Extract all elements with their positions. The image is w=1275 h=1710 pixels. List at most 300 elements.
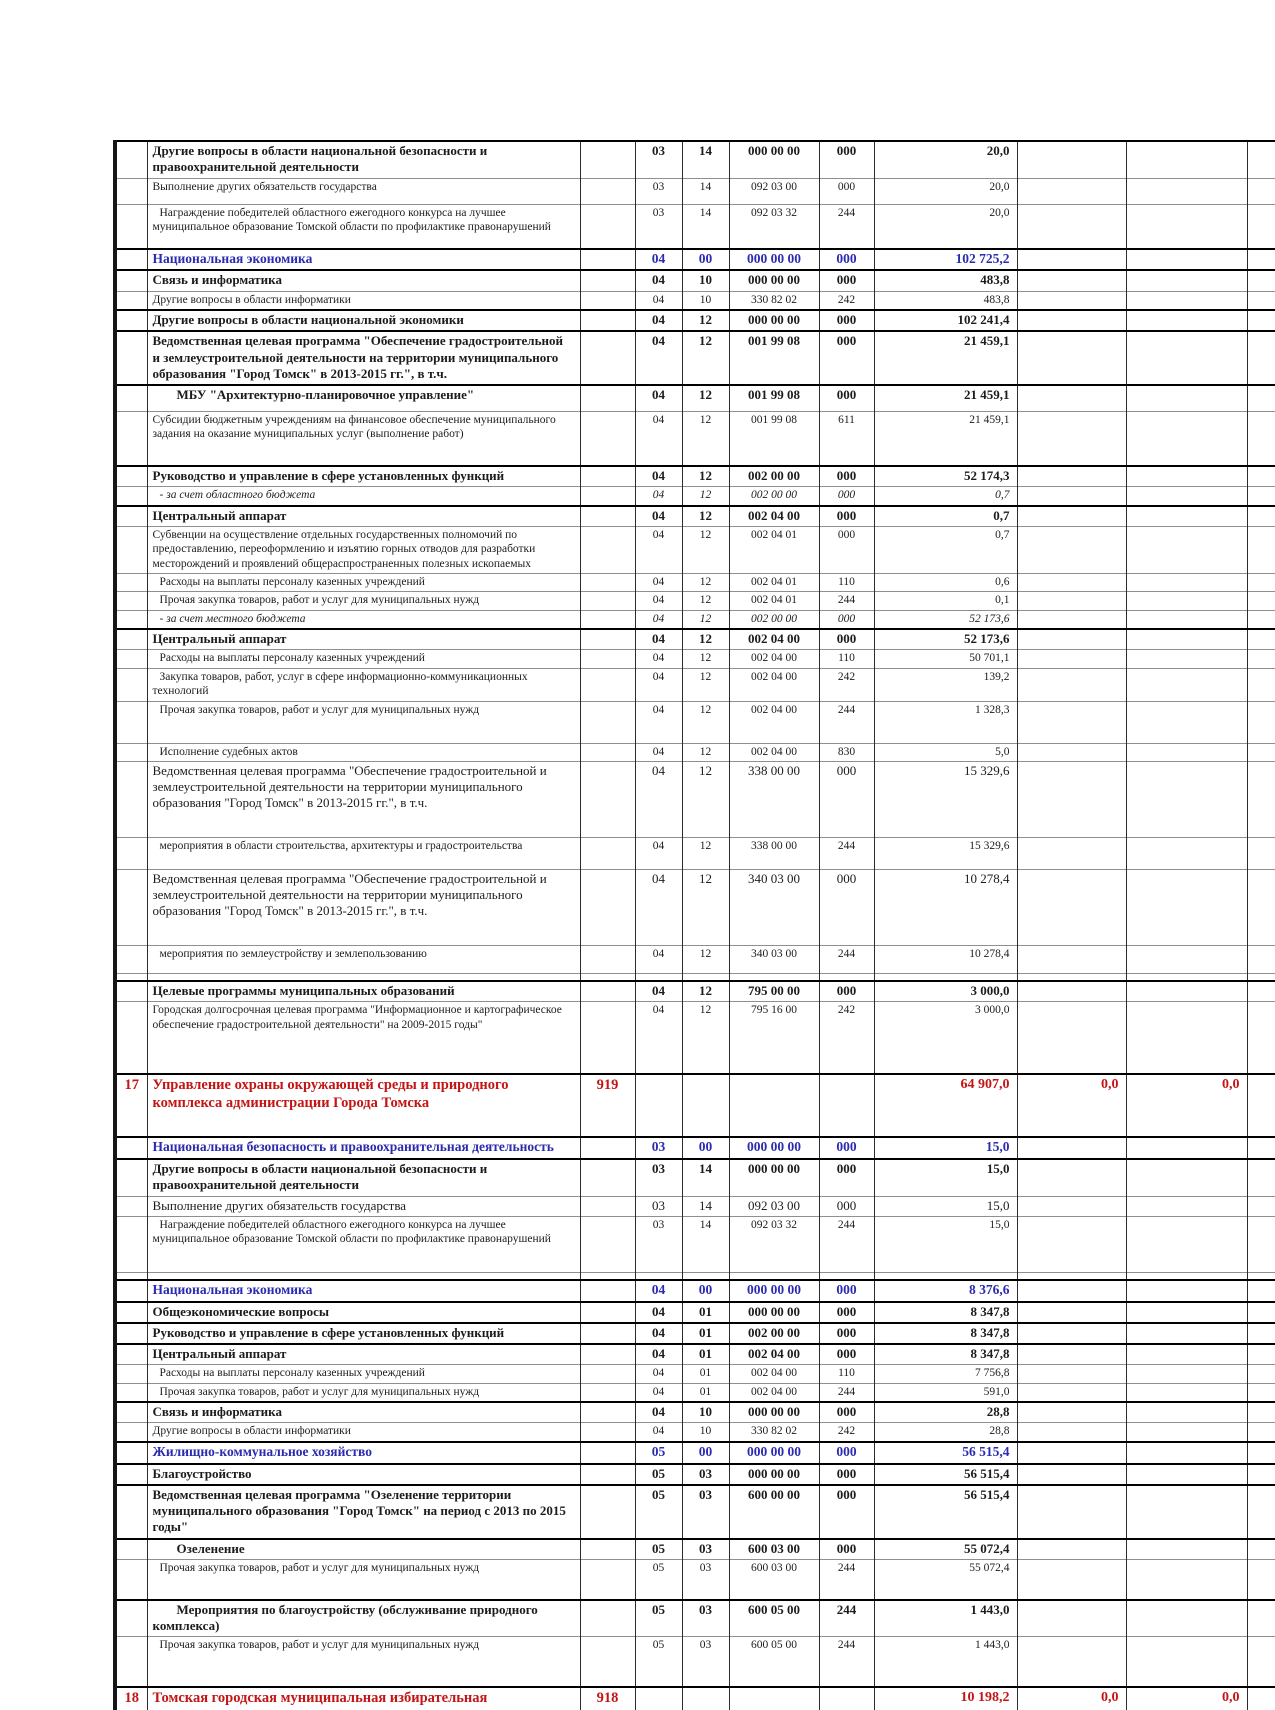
row-subsection-cell: 01 <box>682 1365 729 1383</box>
row-extra-amount-2-cell <box>1126 1464 1247 1485</box>
row-section-cell: 04 <box>635 1344 682 1365</box>
row-name-cell: Городская долгосрочная целевая программа "Информационное и картографическое обеспечение градостроительной деятельности" на 2009-2015 годы" <box>147 1002 580 1075</box>
row-extra-amount-1-cell <box>1017 610 1126 629</box>
row-extra-amount-3-cell <box>1247 1216 1275 1272</box>
row-agency-code-cell <box>580 385 635 412</box>
row-target-article-cell: 002 04 00 <box>729 629 819 650</box>
row-name-cell: Ведомственная целевая программа "Озеленение территории муниципального образования "Город Томск" на период с 2013 по 2015 годы" <box>147 1485 580 1539</box>
row-expense-type-cell: 000 <box>819 1323 874 1344</box>
row-name-cell: Национальная безопасность и правоохранительная деятельность <box>147 1137 580 1159</box>
row-extra-amount-3-cell <box>1247 668 1275 701</box>
row-name-cell: Целевые программы муниципальных образований <box>147 981 580 1002</box>
row-target-article-cell: 600 05 00 <box>729 1637 819 1688</box>
row-target-article-cell: 000 00 00 <box>729 1402 819 1423</box>
row-number-cell <box>115 1383 147 1402</box>
row-name-cell: Связь и информатика <box>147 270 580 291</box>
table-row <box>115 945 1275 973</box>
row-extra-amount-2-cell <box>1126 701 1247 743</box>
row-extra-amount-3-cell <box>1247 466 1275 487</box>
row-section-cell: 05 <box>635 1559 682 1600</box>
row-subsection-cell: 00 <box>682 249 729 271</box>
row-amount-cell: 20,0 <box>874 204 1017 249</box>
row-name-cell: Прочая закупка товаров, работ и услуг для муниципальных нужд <box>147 592 580 610</box>
row-agency-code-cell <box>580 668 635 701</box>
row-agency-code-cell <box>580 1539 635 1560</box>
row-agency-code-cell <box>580 412 635 467</box>
row-number-cell <box>115 668 147 701</box>
row-extra-amount-3-cell <box>1247 837 1275 869</box>
row-agency-code-cell <box>580 1600 635 1637</box>
row-extra-amount-1-cell <box>1017 1344 1126 1365</box>
row-expense-type-cell: 000 <box>819 270 874 291</box>
row-extra-amount-1-cell <box>1017 981 1126 1002</box>
row-target-article-cell: 002 04 00 <box>729 650 819 668</box>
row-subsection-cell: 10 <box>682 270 729 291</box>
row-subsection-cell: 00 <box>682 1442 729 1464</box>
row-section-cell: 04 <box>635 487 682 506</box>
row-extra-amount-2-cell <box>1126 1442 1247 1464</box>
row-expense-type-cell: 000 <box>819 1137 874 1159</box>
row-agency-code-cell <box>580 1383 635 1402</box>
row-target-article-cell: 330 82 02 <box>729 1423 819 1442</box>
row-name-cell: Жилищно-коммунальное хозяйство <box>147 1442 580 1464</box>
row-number-cell <box>115 945 147 973</box>
row-extra-amount-3-cell <box>1247 869 1275 945</box>
row-extra-amount-1-cell <box>1017 701 1126 743</box>
row-extra-amount-1-cell <box>1017 1280 1126 1302</box>
table-row <box>115 629 1275 650</box>
row-expense-type-cell: 244 <box>819 1637 874 1688</box>
row-number-cell <box>115 869 147 945</box>
row-subsection-cell: 00 <box>682 1137 729 1159</box>
row-target-article-cell: 002 04 00 <box>729 506 819 527</box>
row-section-cell: 05 <box>635 1637 682 1688</box>
row-expense-type-cell: 110 <box>819 650 874 668</box>
row-subsection-cell: 14 <box>682 1216 729 1272</box>
row-number-cell <box>115 1002 147 1075</box>
row-extra-amount-2-cell <box>1126 291 1247 310</box>
row-amount-cell: 0,6 <box>874 574 1017 592</box>
row-agency-code-cell <box>580 869 635 945</box>
row-agency-code-cell <box>580 701 635 743</box>
row-extra-amount-3-cell <box>1247 701 1275 743</box>
row-number-cell <box>115 466 147 487</box>
row-amount-cell: 56 515,4 <box>874 1464 1017 1485</box>
row-extra-amount-3-cell <box>1247 291 1275 310</box>
row-amount-cell: 8 347,8 <box>874 1344 1017 1365</box>
row-section-cell: 04 <box>635 668 682 701</box>
row-subsection-cell: 12 <box>682 668 729 701</box>
row-agency-code-cell <box>580 743 635 761</box>
row-extra-amount-2-cell <box>1126 526 1247 573</box>
row-subsection-cell: 12 <box>682 837 729 869</box>
row-extra-amount-1-cell <box>1017 574 1126 592</box>
row-extra-amount-1-cell <box>1017 178 1126 204</box>
row-amount-cell: 3 000,0 <box>874 981 1017 1002</box>
row-agency-code-cell <box>580 1323 635 1344</box>
row-amount-cell: 15,0 <box>874 1137 1017 1159</box>
row-agency-code-cell <box>580 1002 635 1075</box>
row-subsection-cell: 01 <box>682 1323 729 1344</box>
row-amount-cell: 10 198,2 <box>874 1687 1017 1709</box>
row-amount-cell: 15 329,6 <box>874 837 1017 869</box>
row-number-cell <box>115 1159 147 1196</box>
row-amount-cell: 0,7 <box>874 487 1017 506</box>
row-expense-type-cell: 244 <box>819 1216 874 1272</box>
row-extra-amount-3-cell <box>1247 592 1275 610</box>
row-number-cell <box>115 385 147 412</box>
row-extra-amount-2-cell: 0,0 <box>1126 1687 1247 1709</box>
row-amount-cell: 20,0 <box>874 141 1017 178</box>
row-extra-amount-3-cell <box>1247 650 1275 668</box>
row-target-article-cell: 001 99 08 <box>729 385 819 412</box>
table-row <box>115 1365 1275 1383</box>
row-extra-amount-1-cell <box>1017 761 1126 837</box>
row-agency-code-cell <box>580 291 635 310</box>
row-extra-amount-1-cell <box>1017 331 1126 385</box>
row-extra-amount-1-cell <box>1017 945 1126 973</box>
row-section-cell: 04 <box>635 331 682 385</box>
row-amount-cell: 28,8 <box>874 1423 1017 1442</box>
row-agency-code-cell <box>580 487 635 506</box>
row-expense-type-cell: 000 <box>819 761 874 837</box>
table-row <box>115 1302 1275 1323</box>
row-extra-amount-1-cell <box>1017 1216 1126 1272</box>
row-target-article-cell: 000 00 00 <box>729 1137 819 1159</box>
row-amount-cell: 50 701,1 <box>874 650 1017 668</box>
row-name-cell: Субвенции на осуществление отдельных государственных полномочий по предоставлению, переоформлению и изъятию горных отводов для разработки месторождений и проявлений общераспространенных полезных ископаемых <box>147 526 580 573</box>
row-extra-amount-1-cell <box>1017 249 1126 271</box>
row-section-cell: 05 <box>635 1485 682 1539</box>
row-subsection-cell: 14 <box>682 1196 729 1216</box>
row-name-cell: Ведомственная целевая программа "Обеспечение градостроительной и землеустроительной деятельности на территории муниципального образования "Город Томск" в 2013-2015 гг.", в т.ч. <box>147 331 580 385</box>
row-amount-cell: 52 173,6 <box>874 629 1017 650</box>
row-target-article-cell: 002 04 01 <box>729 526 819 573</box>
row-extra-amount-2-cell <box>1126 1383 1247 1402</box>
row-extra-amount-3-cell <box>1247 981 1275 1002</box>
row-agency-code-cell <box>580 650 635 668</box>
row-amount-cell: 15 329,6 <box>874 761 1017 837</box>
row-agency-code-cell <box>580 610 635 629</box>
row-extra-amount-2-cell <box>1126 1159 1247 1196</box>
budget-table-body <box>115 141 1275 1710</box>
row-number-cell <box>115 629 147 650</box>
row-name-cell: Исполнение судебных актов <box>147 743 580 761</box>
row-expense-type-cell: 000 <box>819 1344 874 1365</box>
table-row <box>115 1137 1275 1159</box>
row-expense-type-cell: 110 <box>819 1365 874 1383</box>
row-agency-code-cell <box>580 837 635 869</box>
row-name-cell: Благоустройство <box>147 1464 580 1485</box>
row-section-cell: 04 <box>635 981 682 1002</box>
row-extra-amount-1-cell <box>1017 487 1126 506</box>
row-agency-code-cell <box>580 1216 635 1272</box>
row-expense-type-cell: 830 <box>819 743 874 761</box>
row-subsection-cell: 12 <box>682 331 729 385</box>
table-row <box>115 1402 1275 1423</box>
row-section-cell <box>635 1074 682 1137</box>
row-extra-amount-3-cell <box>1247 178 1275 204</box>
row-section-cell: 03 <box>635 141 682 178</box>
row-target-article-cell: 000 00 00 <box>729 141 819 178</box>
table-row <box>115 761 1275 837</box>
row-expense-type-cell: 000 <box>819 1485 874 1539</box>
row-extra-amount-3-cell <box>1247 487 1275 506</box>
row-amount-cell: 28,8 <box>874 1402 1017 1423</box>
table-row <box>115 650 1275 668</box>
row-section-cell: 04 <box>635 412 682 467</box>
row-subsection-cell <box>682 1687 729 1709</box>
row-extra-amount-3-cell <box>1247 331 1275 385</box>
row-number-cell <box>115 650 147 668</box>
row-target-article-cell: 092 03 32 <box>729 1216 819 1272</box>
row-extra-amount-1-cell <box>1017 291 1126 310</box>
row-name-cell: Закупка товаров, работ, услуг в сфере информационно-коммуникационных технологий <box>147 668 580 701</box>
row-subsection-cell: 10 <box>682 1402 729 1423</box>
row-name-cell: Расходы на выплаты персоналу казенных учреждений <box>147 1365 580 1383</box>
row-expense-type-cell: 000 <box>819 1159 874 1196</box>
table-row <box>115 1272 1275 1280</box>
row-expense-type-cell: 000 <box>819 506 874 527</box>
row-agency-code-cell <box>580 466 635 487</box>
row-name-cell: Связь и информатика <box>147 1402 580 1423</box>
row-amount-cell: 8 347,8 <box>874 1302 1017 1323</box>
row-section-cell: 04 <box>635 1280 682 1302</box>
row-expense-type-cell: 244 <box>819 837 874 869</box>
row-extra-amount-1-cell <box>1017 1383 1126 1402</box>
row-subsection-cell: 03 <box>682 1600 729 1637</box>
row-section-cell: 04 <box>635 249 682 271</box>
table-row <box>115 1280 1275 1302</box>
row-target-article-cell: 795 16 00 <box>729 1002 819 1075</box>
row-extra-amount-2-cell <box>1126 1539 1247 1560</box>
row-target-article-cell <box>729 1272 819 1280</box>
row-extra-amount-3-cell <box>1247 1687 1275 1709</box>
row-extra-amount-1-cell <box>1017 592 1126 610</box>
row-extra-amount-3-cell <box>1247 1365 1275 1383</box>
row-number-cell <box>115 1423 147 1442</box>
row-amount-cell: 102 241,4 <box>874 310 1017 331</box>
row-extra-amount-2-cell <box>1126 610 1247 629</box>
row-amount-cell: 20,0 <box>874 178 1017 204</box>
row-expense-type-cell: 242 <box>819 1002 874 1075</box>
row-amount-cell: 21 459,1 <box>874 385 1017 412</box>
row-section-cell: 04 <box>635 761 682 837</box>
row-extra-amount-2-cell <box>1126 837 1247 869</box>
row-extra-amount-3-cell <box>1247 310 1275 331</box>
table-row <box>115 412 1275 467</box>
row-subsection-cell: 03 <box>682 1485 729 1539</box>
row-name-cell: Расходы на выплаты персоналу казенных учреждений <box>147 650 580 668</box>
row-extra-amount-3-cell <box>1247 385 1275 412</box>
row-extra-amount-3-cell <box>1247 1002 1275 1075</box>
row-amount-cell: 8 376,6 <box>874 1280 1017 1302</box>
row-name-cell <box>147 1272 580 1280</box>
row-agency-code-cell <box>580 1442 635 1464</box>
row-target-article-cell: 340 03 00 <box>729 869 819 945</box>
row-extra-amount-3-cell <box>1247 1074 1275 1137</box>
table-row <box>115 249 1275 271</box>
row-section-cell <box>635 1272 682 1280</box>
row-target-article-cell: 002 00 00 <box>729 466 819 487</box>
row-extra-amount-1-cell <box>1017 1423 1126 1442</box>
row-number-cell: 18 <box>115 1687 147 1709</box>
row-name-cell: Расходы на выплаты персоналу казенных учреждений <box>147 574 580 592</box>
row-expense-type-cell: 000 <box>819 610 874 629</box>
row-target-article-cell: 000 00 00 <box>729 1442 819 1464</box>
row-expense-type-cell: 244 <box>819 701 874 743</box>
row-subsection-cell: 14 <box>682 178 729 204</box>
row-extra-amount-3-cell <box>1247 1344 1275 1365</box>
table-row <box>115 204 1275 249</box>
row-amount-cell: 1 328,3 <box>874 701 1017 743</box>
row-expense-type-cell: 242 <box>819 1423 874 1442</box>
table-row <box>115 1344 1275 1365</box>
row-name-cell: Другие вопросы в области национальной безопасности и правоохранительной деятельности <box>147 1159 580 1196</box>
row-amount-cell: 139,2 <box>874 668 1017 701</box>
row-extra-amount-3-cell <box>1247 1423 1275 1442</box>
row-extra-amount-1-cell <box>1017 1159 1126 1196</box>
row-subsection-cell: 12 <box>682 701 729 743</box>
table-row <box>115 331 1275 385</box>
row-number-cell <box>115 1559 147 1600</box>
row-target-article-cell: 002 04 00 <box>729 1383 819 1402</box>
row-expense-type-cell: 000 <box>819 1402 874 1423</box>
row-name-cell: - за счет местного бюджета <box>147 610 580 629</box>
row-extra-amount-2-cell <box>1126 310 1247 331</box>
row-amount-cell: 0,7 <box>874 506 1017 527</box>
row-target-article-cell: 000 00 00 <box>729 270 819 291</box>
row-number-cell <box>115 1323 147 1344</box>
row-number-cell <box>115 487 147 506</box>
row-extra-amount-2-cell <box>1126 331 1247 385</box>
row-target-article-cell: 000 00 00 <box>729 1159 819 1196</box>
row-number-cell <box>115 610 147 629</box>
row-name-cell: Прочая закупка товаров, работ и услуг для муниципальных нужд <box>147 1637 580 1688</box>
row-section-cell: 05 <box>635 1464 682 1485</box>
row-section-cell: 04 <box>635 1002 682 1075</box>
table-row <box>115 506 1275 527</box>
row-extra-amount-3-cell <box>1247 204 1275 249</box>
row-extra-amount-2-cell <box>1126 650 1247 668</box>
row-extra-amount-1-cell <box>1017 1302 1126 1323</box>
row-target-article-cell: 600 05 00 <box>729 1600 819 1637</box>
row-subsection-cell: 12 <box>682 869 729 945</box>
row-target-article-cell: 002 04 01 <box>729 592 819 610</box>
row-agency-code-cell <box>580 1272 635 1280</box>
row-target-article-cell: 002 04 00 <box>729 1344 819 1365</box>
row-number-cell <box>115 701 147 743</box>
row-target-article-cell: 600 03 00 <box>729 1539 819 1560</box>
row-section-cell: 05 <box>635 1539 682 1560</box>
row-agency-code-cell <box>580 1402 635 1423</box>
row-amount-cell: 10 278,4 <box>874 945 1017 973</box>
row-agency-code-cell <box>580 526 635 573</box>
row-amount-cell: 52 173,6 <box>874 610 1017 629</box>
row-subsection-cell: 01 <box>682 1302 729 1323</box>
row-amount-cell: 15,0 <box>874 1159 1017 1196</box>
row-subsection-cell: 12 <box>682 592 729 610</box>
row-number-cell: 17 <box>115 1074 147 1137</box>
table-row <box>115 1485 1275 1539</box>
row-target-article-cell: 000 00 00 <box>729 249 819 271</box>
row-target-article-cell: 000 00 00 <box>729 1280 819 1302</box>
table-row <box>115 1539 1275 1560</box>
row-amount-cell: 7 756,8 <box>874 1365 1017 1383</box>
row-section-cell <box>635 973 682 981</box>
row-amount-cell: 3 000,0 <box>874 1002 1017 1075</box>
row-agency-code-cell <box>580 981 635 1002</box>
row-name-cell: Субсидии бюджетным учреждениям на финансовое обеспечение муниципального задания на оказание муниципальных услуг (выполнение работ) <box>147 412 580 467</box>
row-section-cell: 04 <box>635 1423 682 1442</box>
row-target-article-cell <box>729 973 819 981</box>
row-subsection-cell: 12 <box>682 310 729 331</box>
row-target-article-cell: 000 00 00 <box>729 1464 819 1485</box>
row-name-cell: Другие вопросы в области национальной экономики <box>147 310 580 331</box>
row-extra-amount-2-cell <box>1126 629 1247 650</box>
row-expense-type-cell: 244 <box>819 1383 874 1402</box>
row-subsection-cell: 01 <box>682 1383 729 1402</box>
row-agency-code-cell <box>580 1344 635 1365</box>
row-name-cell: Прочая закупка товаров, работ и услуг для муниципальных нужд <box>147 1383 580 1402</box>
row-number-cell <box>115 1600 147 1637</box>
row-extra-amount-1-cell <box>1017 1539 1126 1560</box>
row-name-cell: Центральный аппарат <box>147 629 580 650</box>
row-expense-type-cell: 110 <box>819 574 874 592</box>
row-extra-amount-3-cell <box>1247 1323 1275 1344</box>
row-target-article-cell: 002 00 00 <box>729 610 819 629</box>
row-extra-amount-1-cell <box>1017 1002 1126 1075</box>
row-target-article-cell: 002 04 00 <box>729 668 819 701</box>
row-name-cell: Национальная экономика <box>147 1280 580 1302</box>
row-subsection-cell: 12 <box>682 610 729 629</box>
row-extra-amount-2-cell <box>1126 249 1247 271</box>
row-section-cell <box>635 1687 682 1709</box>
row-target-article-cell: 600 03 00 <box>729 1559 819 1600</box>
table-row <box>115 1216 1275 1272</box>
row-expense-type-cell: 000 <box>819 629 874 650</box>
row-target-article-cell <box>729 1074 819 1137</box>
row-amount-cell: 1 443,0 <box>874 1600 1017 1637</box>
row-name-cell: Национальная экономика <box>147 249 580 271</box>
row-target-article-cell: 795 00 00 <box>729 981 819 1002</box>
row-agency-code-cell <box>580 331 635 385</box>
row-number-cell <box>115 178 147 204</box>
row-number-cell <box>115 1442 147 1464</box>
row-section-cell: 04 <box>635 837 682 869</box>
row-extra-amount-2-cell <box>1126 204 1247 249</box>
row-section-cell: 04 <box>635 945 682 973</box>
row-expense-type-cell: 000 <box>819 1302 874 1323</box>
row-amount-cell: 55 072,4 <box>874 1539 1017 1560</box>
row-number-cell <box>115 1272 147 1280</box>
row-agency-code-cell <box>580 178 635 204</box>
row-section-cell: 05 <box>635 1442 682 1464</box>
row-extra-amount-2-cell <box>1126 412 1247 467</box>
row-number-cell <box>115 270 147 291</box>
row-number-cell <box>115 761 147 837</box>
table-row <box>115 1002 1275 1075</box>
row-name-cell: Награждение победителей областного ежегодного конкурса на лучшее муниципальное образование Томской области по профилактике правонарушений <box>147 1216 580 1272</box>
row-agency-code-cell <box>580 1137 635 1159</box>
row-extra-amount-2-cell <box>1126 1280 1247 1302</box>
row-subsection-cell: 12 <box>682 1002 729 1075</box>
row-number-cell <box>115 1365 147 1383</box>
row-agency-code-cell <box>580 270 635 291</box>
row-section-cell: 04 <box>635 385 682 412</box>
row-name-cell: МБУ "Архитектурно-планировочное управление" <box>147 385 580 412</box>
table-row <box>115 981 1275 1002</box>
